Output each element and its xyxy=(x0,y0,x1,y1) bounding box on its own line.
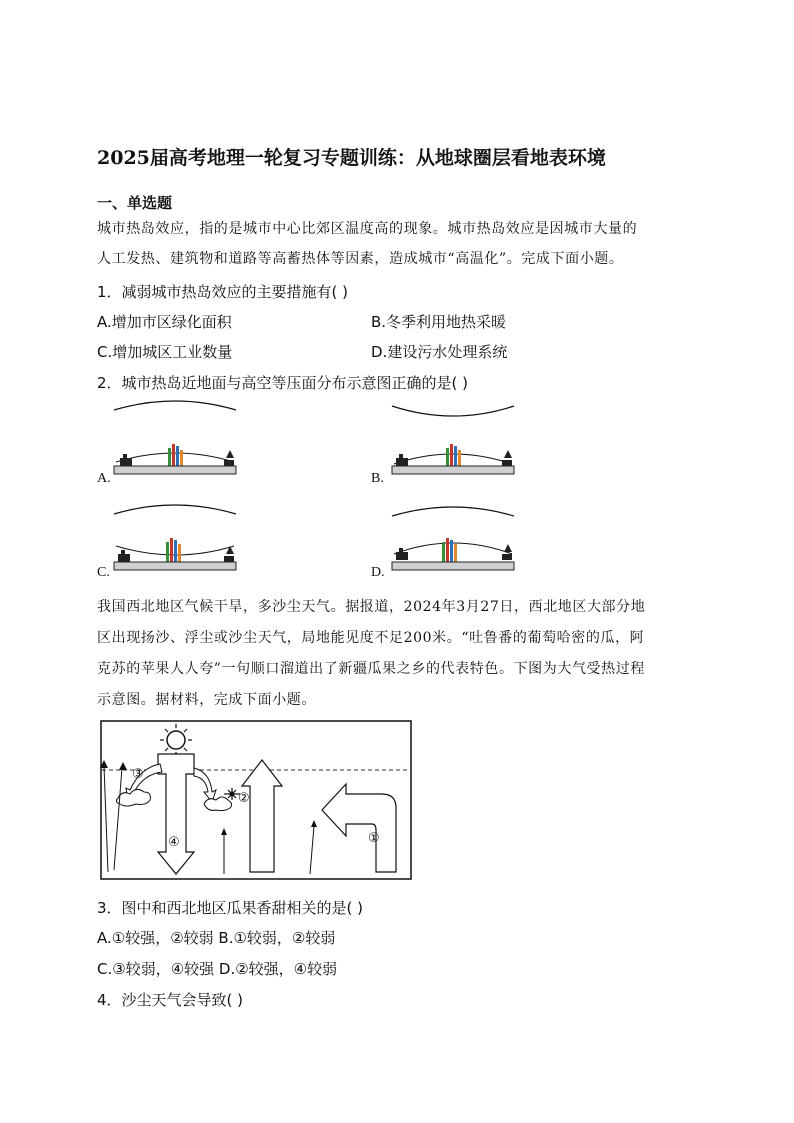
question-3-stem: 3．图中和西北地区瓜果香甜相关的是( ) xyxy=(97,899,364,917)
question-4-stem: 4．沙尘天气会导致( ) xyxy=(97,991,244,1009)
intro2-line4: 示意图。据材料，完成下面小题。 xyxy=(97,692,316,708)
intro1-line2: 人工发热、建筑物和道路等高蓄热体等因素，造成城市“高温化”。完成下面小题。 xyxy=(97,251,624,267)
q2-label-a[interactable]: A. xyxy=(97,471,111,486)
q1-option-d[interactable]: D.建设污水处理系统 xyxy=(371,343,508,361)
marker-1: ① xyxy=(368,831,380,846)
q1-option-b[interactable]: B.冬季利用地热采暖 xyxy=(371,313,507,331)
intro2-line3: 克苏的苹果人人夸”一句顺口溜道出了新疆瓜果之乡的代表特色。下图为大气受热过程 xyxy=(97,661,645,677)
intro2-line1: 我国西北地区气候干旱，多沙尘天气。据报道，2024年3月27日，西北地区大部分地 xyxy=(97,599,646,615)
q1-option-c[interactable]: C.增加城区工业数量 xyxy=(97,343,233,361)
q2-label-b[interactable]: B. xyxy=(371,471,384,486)
marker-4: ④ xyxy=(168,835,180,850)
q2-label-c[interactable]: C. xyxy=(97,565,110,580)
marker-3: ③ xyxy=(132,767,144,782)
q2-diagram-c[interactable] xyxy=(112,494,238,578)
q2-diagram-d[interactable] xyxy=(390,494,516,578)
marker-2: ② xyxy=(238,791,250,806)
page-title: 2025届高考地理一轮复习专题训练：从地球圈层看地表环境 xyxy=(97,147,606,169)
q3-options-row1[interactable]: A.①较强，②较弱 B.①较弱，②较弱 xyxy=(97,929,336,947)
q2-diagram-a[interactable] xyxy=(112,400,238,484)
question-2-stem: 2．城市热岛近地面与高空等压面分布示意图正确的是( ) xyxy=(97,374,469,392)
q2-label-d[interactable]: D. xyxy=(371,565,385,580)
section-heading: 一、单选题 xyxy=(97,194,173,212)
q3-options-row2[interactable]: C.③较弱，④较强 D.②较强，④较弱 xyxy=(97,960,338,978)
q2-diagram-b[interactable] xyxy=(390,400,516,484)
question-1-stem: 1．减弱城市热岛效应的主要措施有( ) xyxy=(97,283,349,301)
intro1-line1: 城市热岛效应，指的是城市中心比郊区温度高的现象。城市热岛效应是因城市大量的 xyxy=(97,221,638,237)
q1-option-a[interactable]: A.增加市区绿化面积 xyxy=(97,313,232,331)
atmosphere-heating-figure[interactable] xyxy=(100,720,412,880)
intro2-line2: 区出现扬沙、浮尘或沙尘天气，局地能见度不足200米。“吐鲁番的葡萄哈密的瓜，阿 xyxy=(97,630,645,646)
